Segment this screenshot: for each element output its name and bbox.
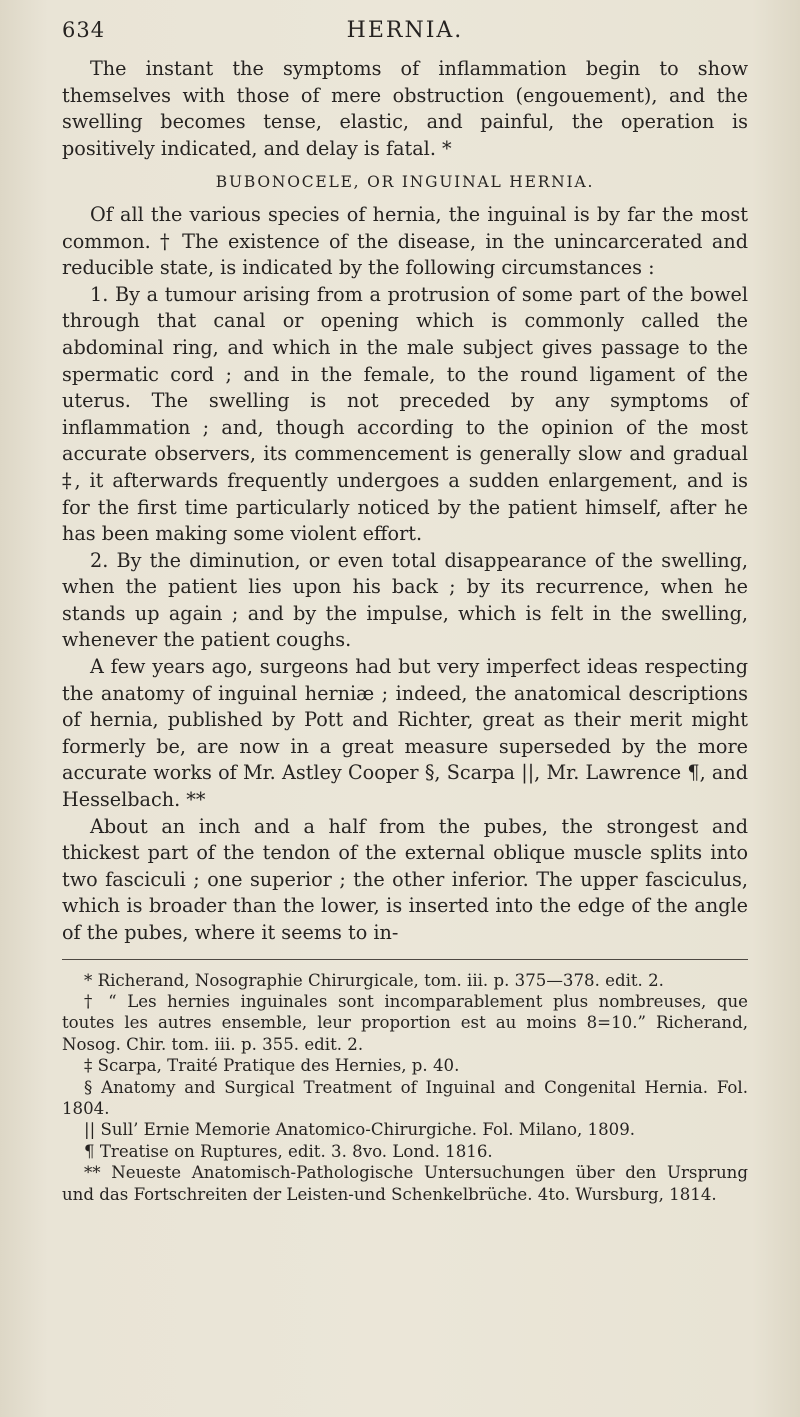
footnote: † “ Les hernies inguinales sont incomparablement plus nombreuses, que toutes les autres ensemble, leur proportion est au moins 8=10.” Richerand, Nosog. Chir. tom. iii. p. 355. edit. 2. [62, 992, 748, 1054]
body-text [62, 56, 748, 947]
paragraph: A few years ago, surgeons had but very imperfect ideas respecting the anatomy of inguinal herniæ ; indeed, the anatomical descriptions of hernia, published by Pott and Richter, great as their merit might formerly be, are now in a great measure superseded by the more accurate works of Mr. Astley Cooper §, Scarpa ||, Mr. Lawrence ¶, and Hesselbach. ** [62, 655, 748, 812]
running-head [62, 18, 748, 48]
footnote: * Richerand, Nosographie Chirurgicale, tom. iii. p. 375—378. edit. 2. [84, 970, 664, 990]
section-title: BUBONOCELE, OR INGUINAL HERNIA. [215, 173, 595, 192]
page-number: 634 [62, 18, 106, 42]
footnote: ¶ Treatise on Ruptures, edit. 3. 8vo. Lond. 1816. [84, 1141, 493, 1161]
paragraph: About an inch and a half from the pubes, the strongest and thickest part of the tendon of the external oblique muscle splits into two fasciculi ; one superior ; the other inferior. The upper fasciculus, which is broader than the lower, is inserted into the edge of the angle of the pubes, where it seems to in- [62, 814, 748, 944]
running-title: HERNIA. [346, 18, 464, 43]
paragraph: Of all the various species of hernia, the inguinal is by far the most common. † The existence of the disease, in the unincarcerated and reducible state, is indicated by the following circumstances : [62, 202, 748, 280]
footnote-rule [62, 959, 748, 960]
paragraph: The instant the symptoms of inflammation begin to show themselves with those of mere obstruction (engouement), and the swelling becomes tense, elastic, and painful, the operation is positively indicated, and delay is fatal. * [62, 57, 748, 160]
paragraph: 1. By a tumour arising from a protrusion of some part of the bowel through that canal or opening which is commonly called the abdominal ring, and which in the male subject gives passage to the spermatic cord ; and in the female, to the round ligament of the uterus. The swelling is not preceded by any symptoms of inflammation ; and, though according to the opinion of the most accurate observers, its commencement is generally slow and gradual ‡, it afterwards frequently undergoes a sudden enlargement, and is for the first time particularly noticed by the patient himself, after he has been making some violent effort. [62, 282, 748, 546]
footnote: || Sull’ Ernie Memorie Anatomico-Chirurgiche. Fol. Milano, 1809. [84, 1120, 636, 1140]
footnote: ** Neueste Anatomisch-Pathologische Untersuchungen über den Ursprung und das Fortschreiten der Leisten-und Schenkelbrüche. 4to. Wursburg, 1814. [62, 1163, 748, 1204]
paragraph: 2. By the diminution, or even total disappearance of the swelling, when the patient lies upon his back ; by its recurrence, when he stands up again ; and by the impulse, which is felt in the swelling, whenever the patient coughs. [62, 548, 748, 652]
footnote: ‡ Scarpa, Traité Pratique des Hernies, p. 40. [84, 1056, 460, 1076]
footnote: § Anatomy and Surgical Treatment of Inguinal and Congenital Hernia. Fol. 1804. [62, 1077, 748, 1119]
footnotes [62, 970, 748, 1205]
